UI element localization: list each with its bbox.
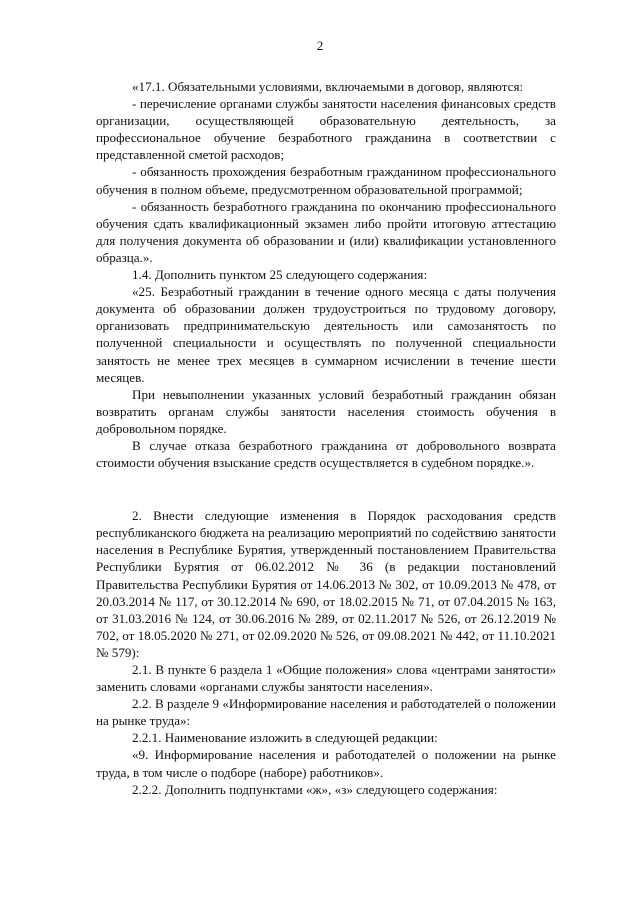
- paragraph-2-2-2: 2.2.2. Дополнить подпунктами «ж», «з» следующего содержания:: [132, 781, 498, 797]
- list-item-financing: - перечисление органами службы занятости населения финансовых средств организации, осуществляющей образовательную деятельность, за профессиональное обучение безработного гражданина в соответствии с представленной сметой расходов;: [96, 96, 556, 163]
- paragraph-refund-obligation: При невыполнении указанных условий безработный гражданин обязан возвратить органам службы занятости населения стоимость обучения в добровольном порядке.: [96, 386, 556, 436]
- paragraph-2-amendments: 2. Внести следующие изменения в Порядок расходования средств республиканского бюджета на реализацию мероприятий по содействию занятости населения в Республике Бурятия, утвержденный постановлением Правительства Республики Бурятия от 06.02.2012 № 36 (в редакции постановлений Правительства Республики Бурятия от 14.06.2013 № 302, от 10.09.2013 № 478, от 20.03.2014 № 117, от 30.12.2014 № 690, от 18.02.2015 № 71, от 07.04.2015 № 163, от 31.03.2016 № 124, от 30.06.2016 № 289, от 02.11.2017 № 526, от 26.12.2019 № 702, от 18.05.2020 № 271, от 02.09.2020 № 526, от 09.08.2021 № 442, от 11.10.2021 № 579):: [96, 508, 556, 660]
- paragraph-2-1: 2.1. В пункте 6 раздела 1 «Общие положения» слова «центрами занятости» заменить словами «органами службы занятости населения».: [96, 662, 556, 695]
- paragraph-judicial-recovery: В случае отказа безработного гражданина от добровольного возврата стоимости обучения взыскание средств осуществляется в судебном порядке.».: [96, 437, 556, 471]
- page-number: 2: [316, 38, 324, 53]
- paragraph-25: «25. Безработный гражданин в течение одного месяца с даты получения документа об образовании должен трудоустроиться по трудовому договору, организовать предпринимательскую деятельность или самозанятость по полученной специальности и осуществлять по полученной специальности занятость не менее трех месяцев в суммарном исчислении в течение шести месяцев.: [96, 284, 556, 385]
- document-body: [96, 78, 556, 798]
- paragraph-2-2: 2.2. В разделе 9 «Информирование населения и работодателей о положении на рынке труда»:: [96, 696, 556, 729]
- paragraph-1-4: 1.4. Дополнить пунктом 25 следующего содержания:: [132, 267, 428, 283]
- list-item-full-training: - обязанность прохождения безработным гражданином профессионального обучения в полном объеме, предусмотренном образовательной программой;: [96, 164, 556, 197]
- paragraph-section-9-title: «9. Информирование населения и работодателей о положении на рынке труда, в том числе о подборе (наборе) работников».: [96, 747, 556, 780]
- paragraph-17-1-intro: «17.1. Обязательными условиями, включаемыми в договор, являются:: [132, 79, 524, 94]
- paragraph-2-2-1: 2.2.1. Наименование изложить в следующей редакции:: [132, 730, 438, 746]
- list-item-exam: - обязанность безработного гражданина по окончанию профессионального обучения сдать квалификационный экзамен либо пройти итоговую аттестацию для получения документа об образовании и (или) квалификации установленного образца.».: [96, 198, 556, 265]
